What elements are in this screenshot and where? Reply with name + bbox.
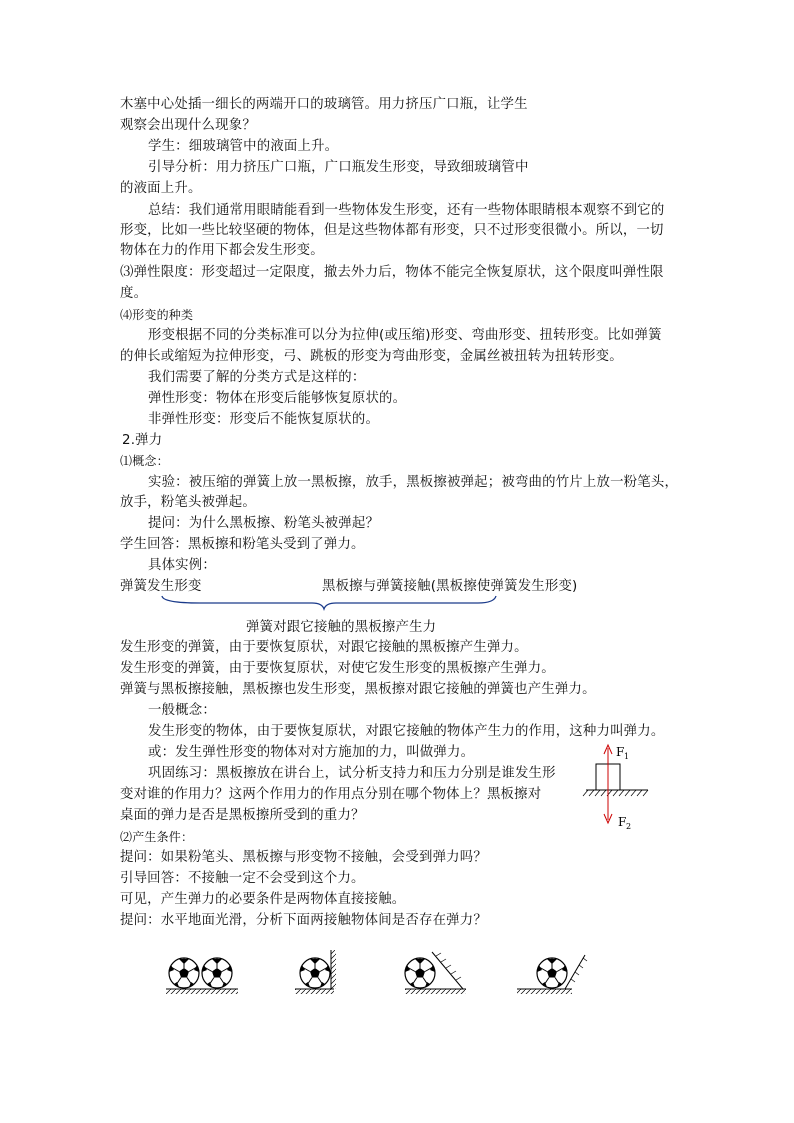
text-line: 引导分析：用力挤压广口瓶，广口瓶发生形变，导致细玻璃管中 xyxy=(148,160,529,175)
text-line: 发生形变的物体，由于要恢复原状，对跟它接触的物体产生力的作用，这种力叫弹力。 xyxy=(148,724,665,739)
text-line: 实验：被压缩的弹簧上放一黑板擦，放手，黑板擦被弹起；被弯曲的竹片上放一粉笔头， xyxy=(148,475,679,490)
text-line: ⑶弹性限度：形变超过一定限度，撤去外力后，物体不能完全恢复原状，这个限度叫弹性限 xyxy=(120,265,664,280)
text-line: 的伸长或缩短为拉伸形变，弓、跳板的形变为弯曲形变，金属丝被扭转为扭转形变。 xyxy=(120,349,623,364)
text-line: 放手，粉笔头被弹起。 xyxy=(120,495,256,510)
section-heading: ⑷形变的种类 xyxy=(120,308,194,322)
section-heading: ⑴概念： xyxy=(120,454,169,468)
text-line: 弹簧与黑板擦接触，黑板擦也发生形变，黑板擦对跟它接触的弹簧也产生弹力。 xyxy=(120,682,596,697)
f2-subscript: 2 xyxy=(626,822,632,831)
text-line: 引导回答：不接触一定不会受到这个力。 xyxy=(120,871,365,886)
text-line: 提问：如果粉笔头、黑板擦与形变物不接触，会受到弹力吗？ xyxy=(120,850,487,865)
text-line: 提问：水平地面光滑，分析下面两接触物体间是否存在弹力？ xyxy=(120,913,487,928)
brace-caption: 弹簧对跟它接触的黑板擦产生力 xyxy=(246,620,437,635)
section-heading: ⑵产生条件： xyxy=(120,830,194,844)
f1-subscript: 1 xyxy=(624,752,630,761)
example-left-text: 弹簧发生形变 xyxy=(120,579,202,594)
figure-ball-in-corner xyxy=(295,950,336,994)
text-line: 的液面上升。 xyxy=(120,181,202,196)
text-line: 物体在力的作用下都会发生形变。 xyxy=(120,243,324,258)
example-right-text: 黑板擦与弹簧接触(黑板擦使弹簧发生形变) xyxy=(322,579,578,594)
text-line: 发生形变的弹簧，由于要恢复原状，对使它发生形变的黑板擦产生弹力。 xyxy=(120,661,555,676)
text-line: 观察会出现什么现象？ xyxy=(120,118,256,133)
text-line: 我们需要了解的分类方式是这样的： xyxy=(148,370,366,385)
text-line: 变对谁的作用力？这两个作用力的作用点分别在哪个物体上？黑板擦对 xyxy=(120,787,542,802)
text-line: 巩固练习：黑板擦放在讲台上，试分析支持力和压力分别是谁发生形 xyxy=(148,766,556,781)
text-line: 具体实例： xyxy=(148,558,216,573)
text-line: 学生：细玻璃管中的液面上升。 xyxy=(148,139,339,154)
figure-ball-near-incline xyxy=(517,955,587,994)
figure-ball-against-incline xyxy=(405,952,466,994)
text-line: 总结：我们通常用眼睛能看到一些物体发生形变，还有一些物体眼睛根本观察不到它的 xyxy=(148,203,665,218)
text-line: 发生形变的弹簧，由于要恢复原状，对跟它接触的黑板擦产生弹力。 xyxy=(120,640,528,655)
text-line: 形变，比如一些比较坚硬的物体，但是这些物体都有形变，只不过形变很微小。所以，一切 xyxy=(120,223,664,238)
text-line: 学生回答：黑板擦和粉笔头受到了弹力。 xyxy=(120,537,365,552)
text-line: 度。 xyxy=(120,286,148,301)
text-line: 可见，产生弹力的必要条件是两物体直接接触。 xyxy=(120,892,406,907)
text-line: 形变根据不同的分类标准可以分为拉伸(或压缩)形变、弯曲形变、扭转形变。比如弹簧 xyxy=(148,328,662,343)
f1-label: F xyxy=(616,745,625,759)
text-line: 或：发生弹性形变的物体对对方施加的力，叫做弹力。 xyxy=(148,745,475,760)
text-line: 桌面的弹力是否是黑板擦所受到的重力？ xyxy=(120,808,365,823)
section-heading: 2.弹力 xyxy=(122,433,163,448)
text-line: 提问：为什么黑板擦、粉笔头被弹起？ xyxy=(148,516,380,531)
text-line: 弹性形变：物体在形变后能够恢复原状的。 xyxy=(148,391,407,406)
text-line: 非弹性形变：形变后不能恢复原状的。 xyxy=(148,412,380,427)
figure-two-balls-on-floor xyxy=(166,958,238,994)
text-line: 一般概念： xyxy=(148,703,216,718)
f2-label: F xyxy=(618,815,627,829)
text-line: 木塞中心处插一细长的两端开口的玻璃管。用力挤压广口瓶，让学生 xyxy=(120,97,528,112)
